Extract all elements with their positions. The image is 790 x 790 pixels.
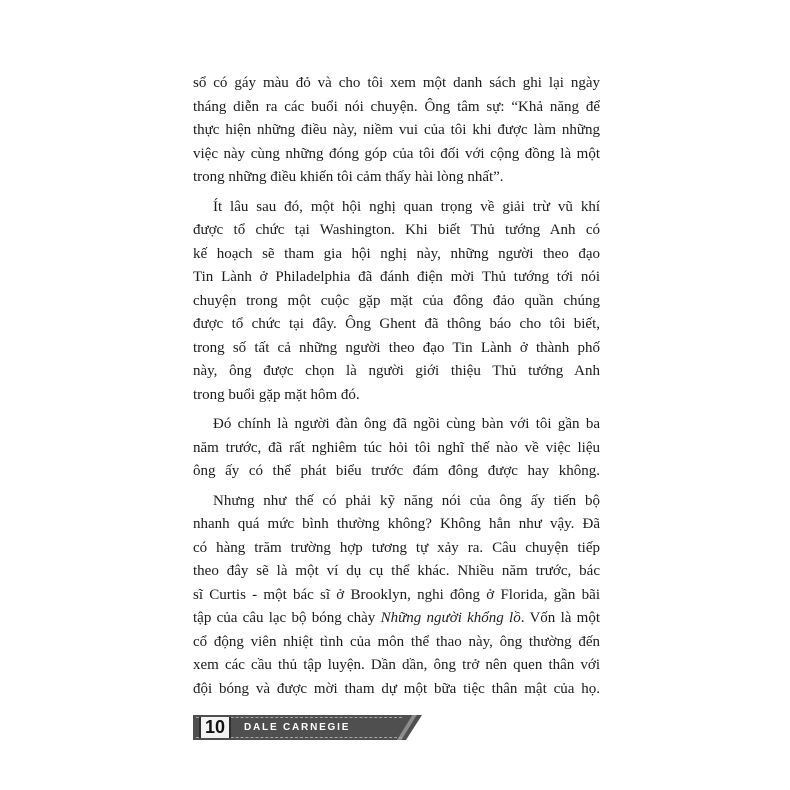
text-segment: . Vốn là một: [520, 610, 600, 626]
italic-team-name: Những người khổng lồ: [380, 610, 521, 626]
text-line: [193, 607, 600, 631]
running-title: DALE CARNEGIE: [244, 722, 351, 733]
paragraph: [193, 490, 600, 702]
body-text: [193, 72, 600, 701]
text-line: tháng diễn ra các buổi nói chuyện. Ông tâm sự: “Khả năng để: [193, 98, 600, 115]
text-line: được tổ chức tại Washington. Khi biết Thủ tướng Anh có: [193, 222, 600, 238]
paragraph: [193, 72, 600, 190]
text-line: năm trước, đã rất nghiêm túc hỏi tôi nghĩ thế nào về việc liệu: [193, 439, 600, 456]
text-line: trong buổi gặp mặt hôm đó.: [193, 386, 360, 403]
text-line: việc này cùng những đóng góp của tôi đối với cộng đồng là một: [193, 145, 600, 162]
text-line: đội bóng và được mời tham dự một bữa tiệc thân mật của họ.: [193, 680, 600, 697]
text-line: chuyện trong một cuộc gặp mặt của đông đảo quần chúng: [193, 292, 600, 309]
paragraph: [193, 413, 600, 484]
text-line: thực hiện những điều này, niềm vui của tôi khi được làm những: [193, 122, 600, 138]
text-line: Nhưng như thế có phải kỹ năng nói của ông ấy tiến bộ: [213, 492, 600, 509]
text-line: ông ấy có thể phát biểu trước đám đông được hay không.: [193, 463, 600, 479]
text-segment: tập của câu lạc bộ bóng chày: [193, 610, 381, 626]
text-line: cổ động viên nhiệt tình của môn thể thao này, ông thường đến: [193, 633, 600, 650]
text-line: sổ có gáy màu đỏ và cho tôi xem một danh sách ghi lại ngày: [193, 75, 600, 91]
text-line: Ít lâu sau đó, một hội nghị quan trọng về giải trừ vũ khí: [213, 198, 600, 215]
text-line: có hàng trăm trường hợp tương tự xảy ra. Câu chuyện tiếp: [193, 539, 600, 556]
text-line: được tổ chức tại đây. Ông Ghent đã thông báo cho tôi biết,: [193, 316, 600, 332]
text-line: xem các cầu thủ tập luyện. Dần dần, ông trở nên quen thân với: [193, 657, 600, 673]
paragraph: [193, 196, 600, 408]
text-line: sĩ Curtis - một bác sĩ ở Brooklyn, nghi đông ở Florida, gần bãi: [193, 586, 600, 603]
text-line: kế hoạch sẽ tham gia hội nghị này, những người theo đạo: [193, 245, 600, 262]
text-line: Tin Lành ở Philadelphia đã đánh điện mời Thủ tướng tới nói: [193, 269, 600, 285]
page-number: 10: [199, 717, 231, 738]
text-line: này, ông được chọn là người giới thiệu Thủ tướng Anh: [193, 363, 600, 379]
text-line: trong số tất cả những người theo đạo Tin Lành ở thành phố: [193, 339, 600, 356]
text-line: theo đây sẽ là một ví dụ cụ thể khác. Nhiều năm trước, bác: [193, 563, 600, 579]
text-line: trong những điều khiến tôi cảm thấy hài lòng nhất”.: [193, 169, 504, 185]
text-line: Đó chính là người đàn ông đã ngồi cùng bàn với tôi gần ba: [213, 416, 600, 432]
text-line: nhanh quá mức bình thường không? Không hẳn như vậy. Đã: [193, 516, 600, 532]
page-footer-banner: [193, 715, 422, 740]
